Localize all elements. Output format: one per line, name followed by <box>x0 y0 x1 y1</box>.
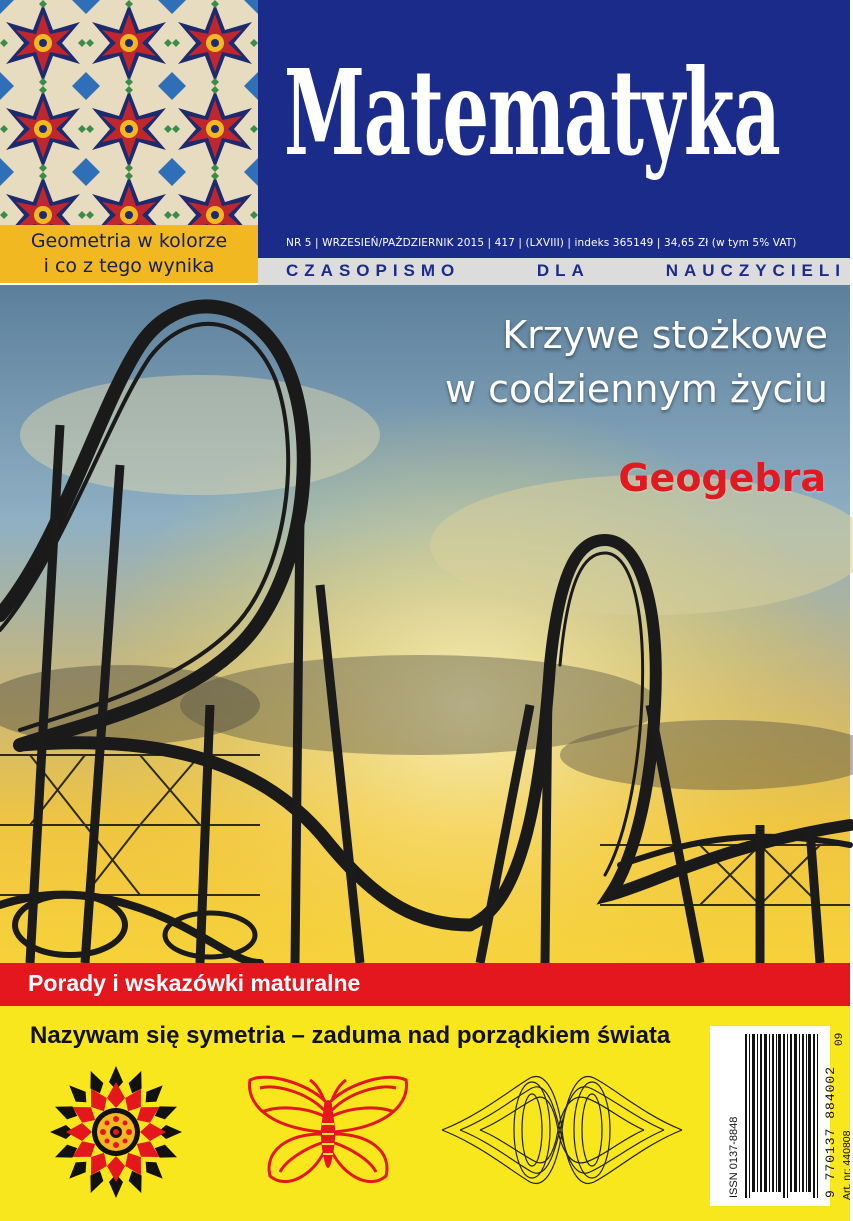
issue-info: NR 5 | WRZESIEŃ/PAŹDZIERNIK 2015 | 417 | (LXVIII) | indeks 365149 | 34,65 Zł (w tym 5% VAT) <box>286 237 797 249</box>
headline <box>445 308 828 416</box>
tile-caption-line1: Geometria w kolorze <box>30 230 228 252</box>
magazine-subtitle: CZASOPISMO DLA NAUCZYCIELI <box>286 261 846 280</box>
butterfly-ornament-icon <box>246 1072 410 1192</box>
tile-caption <box>0 225 258 283</box>
issue-code-text: 09 <box>834 1032 846 1046</box>
issn-text: ISSN 0137-8848 <box>728 1116 740 1198</box>
red-band <box>0 963 850 1006</box>
headline-geogebra: Geogebra <box>618 456 826 500</box>
yellow-band-title: Nazywam się symetria – zaduma nad porządkiem świata <box>30 1022 671 1049</box>
islamic-tile-pattern-icon <box>0 0 258 225</box>
tile-caption-line2: i co z tego wynika <box>43 255 215 277</box>
mandala-ornament-icon <box>48 1064 184 1200</box>
headline-line2: w codziennym życiu <box>444 367 828 411</box>
masthead <box>258 0 850 258</box>
subtitle-bar <box>258 258 850 285</box>
article-number-text: Art. nr: 440808 <box>841 1130 853 1200</box>
ean-text: 9 770137 884002 <box>823 1065 838 1198</box>
magazine-logo: Matematyka <box>284 43 780 182</box>
headline-line1: Krzywe stożkowe <box>502 313 828 357</box>
tile-pattern-image <box>0 0 258 225</box>
spirograph-ornament-icon <box>440 1070 684 1190</box>
red-band-text: Porady i wskazówki maturalne <box>28 970 361 996</box>
